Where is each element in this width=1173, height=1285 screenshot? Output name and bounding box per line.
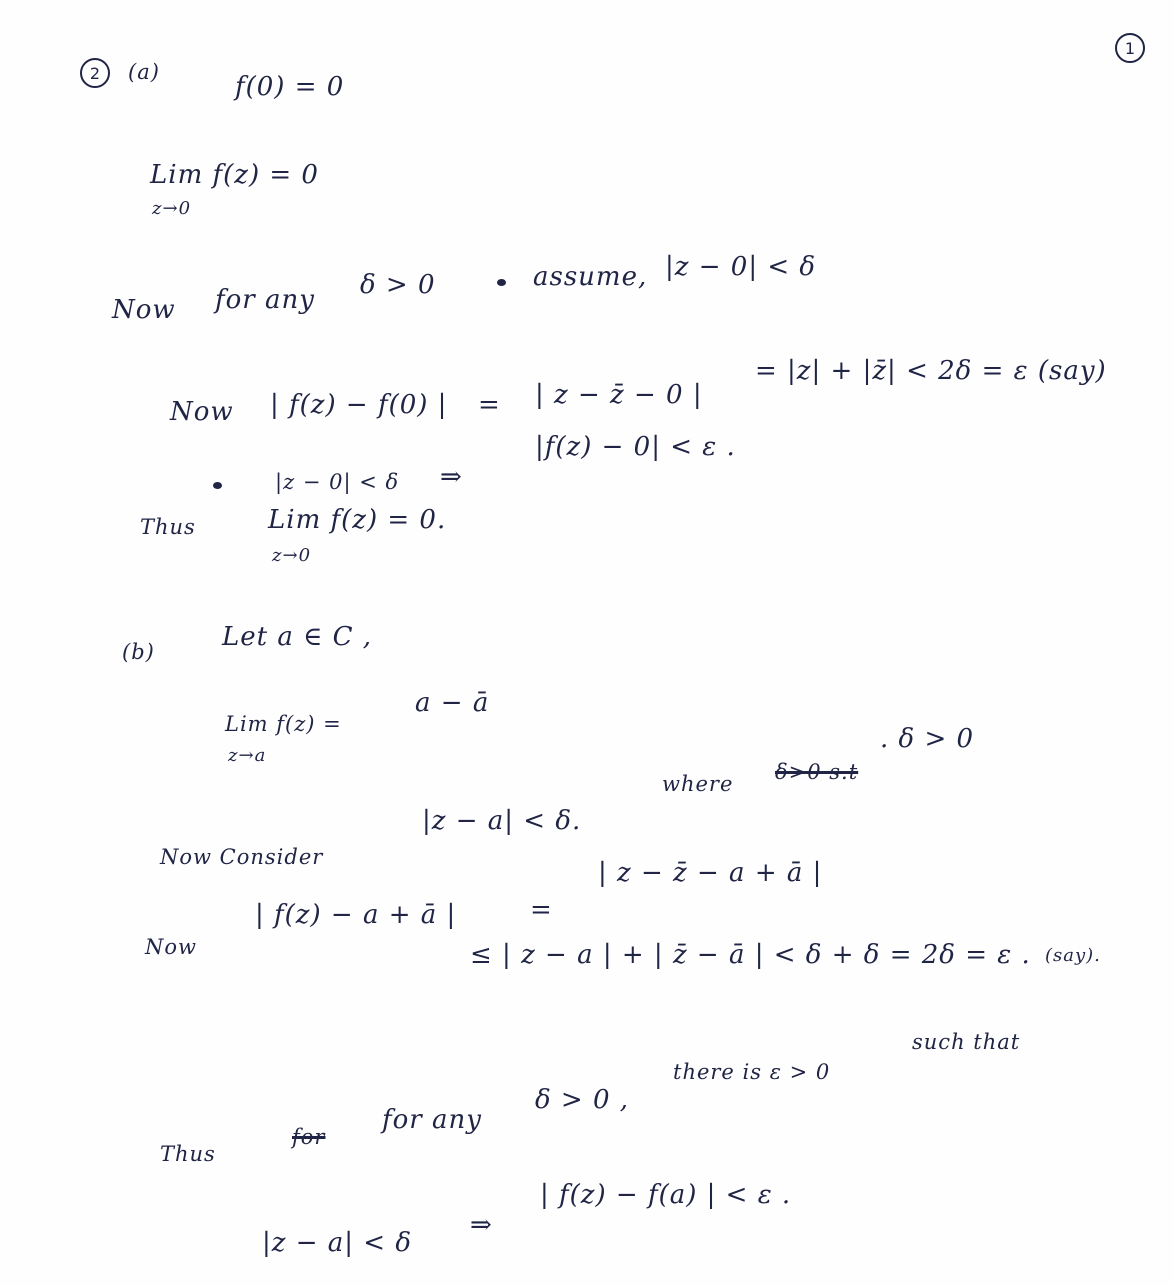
struck-out-text: δ>0 s.t xyxy=(775,760,859,784)
part-b-delta-positive: . δ > 0 xyxy=(880,724,975,754)
now-consider-text: Now Consider xyxy=(160,845,324,869)
part-b-condition: |z − a| < δ. xyxy=(422,806,582,836)
assume-text: assume, xyxy=(533,262,648,292)
implication-right: |f(z) − 0| < ε . xyxy=(535,432,736,462)
for-any-text: for any xyxy=(215,285,315,315)
part-b-limit-subscript: z→a xyxy=(228,745,267,766)
implication-left: |z − 0| < δ xyxy=(275,470,400,494)
part-b-inequality: ≤ | z − a | + | z̄ − ā | < δ + δ = 2δ = ε . xyxy=(470,940,1031,970)
such-that-text: such that xyxy=(912,1030,1021,1054)
final-implication: | f(z) − f(a) | < ε . xyxy=(540,1180,792,1210)
final-condition: |z − a| < δ xyxy=(262,1228,413,1258)
part-b-label: (b) xyxy=(122,640,155,664)
difference-rhs: = |z| + |z̄| < 2δ = ε (say) xyxy=(755,356,1107,386)
part-a-label: (a) xyxy=(128,60,160,84)
struck-out-text-2: for xyxy=(292,1125,326,1149)
limit-statement: Lim f(z) = 0 xyxy=(150,160,319,190)
part-b-delta: δ > 0 , xyxy=(535,1085,630,1115)
limit-subscript: z→0 xyxy=(152,198,192,219)
conclusion-limit: Lim f(z) = 0. xyxy=(268,505,447,535)
question-number: 2 xyxy=(89,63,101,83)
conclusion-subscript: z→0 xyxy=(272,545,312,566)
implication-arrow: ⇒ xyxy=(440,462,463,492)
let-statement: Let a ∈ C , xyxy=(222,622,373,652)
equals-sign: = xyxy=(478,390,501,420)
thus-word-2: Thus xyxy=(160,1142,216,1166)
delta-positive: δ > 0 xyxy=(360,270,436,300)
ink-dot-2 xyxy=(213,482,222,489)
now-word-2: Now xyxy=(170,397,234,427)
where-word: where xyxy=(662,772,734,796)
now-word: Now xyxy=(112,295,176,325)
assume-condition: |z − 0| < δ xyxy=(665,252,817,282)
now-word-3: Now xyxy=(145,935,197,959)
page-number: 1 xyxy=(1124,38,1136,58)
page-number-circle xyxy=(1115,33,1145,63)
part-b-rhs: | z − z̄ − a + ā | xyxy=(598,858,823,888)
part-b-equals: = xyxy=(530,895,553,925)
question-number-circle xyxy=(80,58,110,88)
part-b-lhs: | f(z) − a + ā | xyxy=(255,900,457,930)
ink-dot xyxy=(497,279,506,286)
thus-word: Thus xyxy=(140,515,196,539)
difference-lhs: | f(z) − f(0) | xyxy=(270,390,448,420)
part-b-limit: Lim f(z) = xyxy=(225,712,342,736)
f-zero-line: f(0) = 0 xyxy=(235,72,345,102)
difference-mid: | z − z̄ − 0 | xyxy=(535,380,703,410)
final-arrow: ⇒ xyxy=(470,1210,493,1240)
there-is-text: there is ε > 0 xyxy=(673,1060,831,1084)
for-any-text-2: for any xyxy=(382,1105,482,1135)
say-note: (say). xyxy=(1045,945,1101,966)
part-b-limit-value: a − ā xyxy=(415,688,490,718)
